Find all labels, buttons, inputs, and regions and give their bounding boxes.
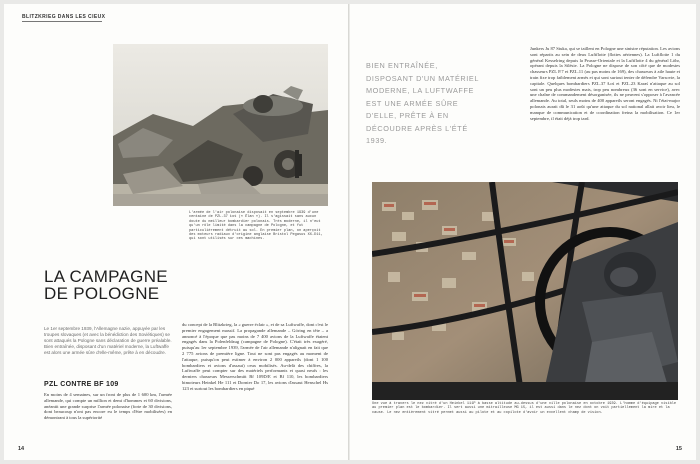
cockpit-illustration: [372, 182, 678, 400]
left-page: [4, 4, 348, 460]
running-head: BLITZKRIEG DANS LES CIEUX: [22, 14, 106, 20]
headline-line-1: LA CAMPAGNE: [44, 267, 168, 286]
wreckage-photo-caption: L'armée de l'air polonaise disposait en septembre 1939 d'une centaine de PZL.37 Łoś (« Élan »). Il s'agissait sans aucun doute du meilleur bombardier polonais. Très moderne, il n'eut qu'un rôle limité dans la campagne de Pologne, et fut particulièrement détruit au sol. En premier plan, on aperçoit des moteurs radiaux d'origine anglaise Bristol Pegasus XX-D11, qui sont utilisés sur ces machines.: [189, 211, 323, 242]
body-text-column-1: En moins de 4 semaines, sur un front de plus de 1 600 km, l'armée allemande, qui compte un million et demi d'hommes et 60 divisions, anéantit une grande surprise l'armée polonaise (forte de 30 divisions, dont beaucoup n'ont pas encore eu le temps d'être mobilisées) en démontrant à tous la supériorité: [44, 392, 172, 421]
section-subhead: PZL CONTRE BF 109: [44, 381, 119, 388]
headline-line-2: DE POLOGNE: [44, 284, 160, 303]
body-text-column-2: du concept de la Blitzkrieg, la « guerre éclair », et de sa Luftwaffe, dont c'est le premier engagement massif. La propagande allemande – Göring en tête – a annoncé à l'époque que pas moins de 7 400 avions de la Luftwaffe étaient engagés dans la Polenfeldzug (campagne de Pologne). C'était très exagéré, puisqu'au 1er septembre 1939, l'armée de l'air allemande n'alignait en fait que 2 775 avions de première ligne. Tout ne sont pas engagés au moment de l'attaque, puisqu'on peut estimer à environ 2 000 appareils (dont 1 100 bombardiers et avions d'assaut) ceux mobilisés. Au-delà des chiffres, la Luftwaffe peut compter sur des matériels performants et quasi neufs : les derniers chasseurs Messerschmitt Bf 109D/E et Bf 110, les bombardiers bimoteurs Heinkel He 111 et Dornier Do 17, les avions d'assaut Henschel Hs 123 et surtout les bombardiers en piqué: [182, 322, 328, 391]
wreckage-illustration: [113, 44, 328, 206]
bomber-cockpit-photo: [372, 182, 678, 400]
running-head-rule: [22, 21, 102, 22]
page-number-right: 15: [675, 446, 682, 452]
aircraft-wreckage-photo: [113, 44, 328, 206]
intro-paragraph: Le 1er septembre 1939, l'Allemagne nazie, appuyée par les troupes slovaques (et avec la bénédiction des Soviétiques) se sont attaqués la Pologne sans déclaration de guerre préalable. Bien entraînée, disposant d'un matériel moderne, la Luftwaffe est alors une armée sûre d'elle-même, prête à en découdre.: [44, 326, 172, 355]
right-page: [350, 4, 696, 460]
chapter-headline: [44, 268, 168, 302]
body-text-column-3: Junkers Ju 87 Stuka, qui se taillent en Pologne une sinistre réputation. Les avions sont répartis au sein de deux Luftflotte (flottes aériennes). La Luftflotte 1 du général Kesselring depuis la Prusse-Orientale et la Luftflotte 4 du général Löhr, opérant depuis la Silésie. La Pologne ne dispose de son côté que de modestes chasseurs PZL P.7 et PZL.11 (au pas moins de 169), des chasseurs à aile haute et train fixe trop faiblement armés et qui sont surtout tenter de défendre Varsovie, la capitale. Quelques bombardiers PZL.37 Łoś et PZL.23 Karaś n'attaque au sol sont un peu plus modestes mais, trop peu nombreux (36 sont en service), avec une chaîne de commandement désorganisée, ils ne peuvent s'opposer à l'avancée allemande. Au total, seuls moins de 400 appareils seront engagés. Ni l'état-major polonais aurait dû le 31 août qu'une attaque du sol national allait avoir lieu, le manque de communication et de coordination freina la mobilisation. Ce 1er septembre, il était déjà trop tard.: [530, 46, 680, 121]
cockpit-photo-caption: Une vue à travers le nez vitré d'un Heinkel 111P à basse altitude au-dessus d'une ville polonaise en octobre 1939. L'homme d'équipage visible au premier plan est le bombardier. Il sert aussi une mitrailleuse MG 15, il est aussi dans le nez dont on voit partiellement la mire et la cause. Le nez entièrement vitré permet aussi au pilote et au copilote d'avoir un excellent champ de vision.: [372, 402, 677, 415]
pull-quote: BIEN ENTRAÎNÉE, DISPOSANT D'UN MATÉRIEL MODERNE, LA LUFTWAFFE EST UNE ARMÉE SÛRE D'ELLE, PRÊTE À EN DÉCOUDRE APRÈS L'ÉTÉ 1939.: [366, 61, 479, 145]
page-number-left: 14: [18, 446, 25, 452]
